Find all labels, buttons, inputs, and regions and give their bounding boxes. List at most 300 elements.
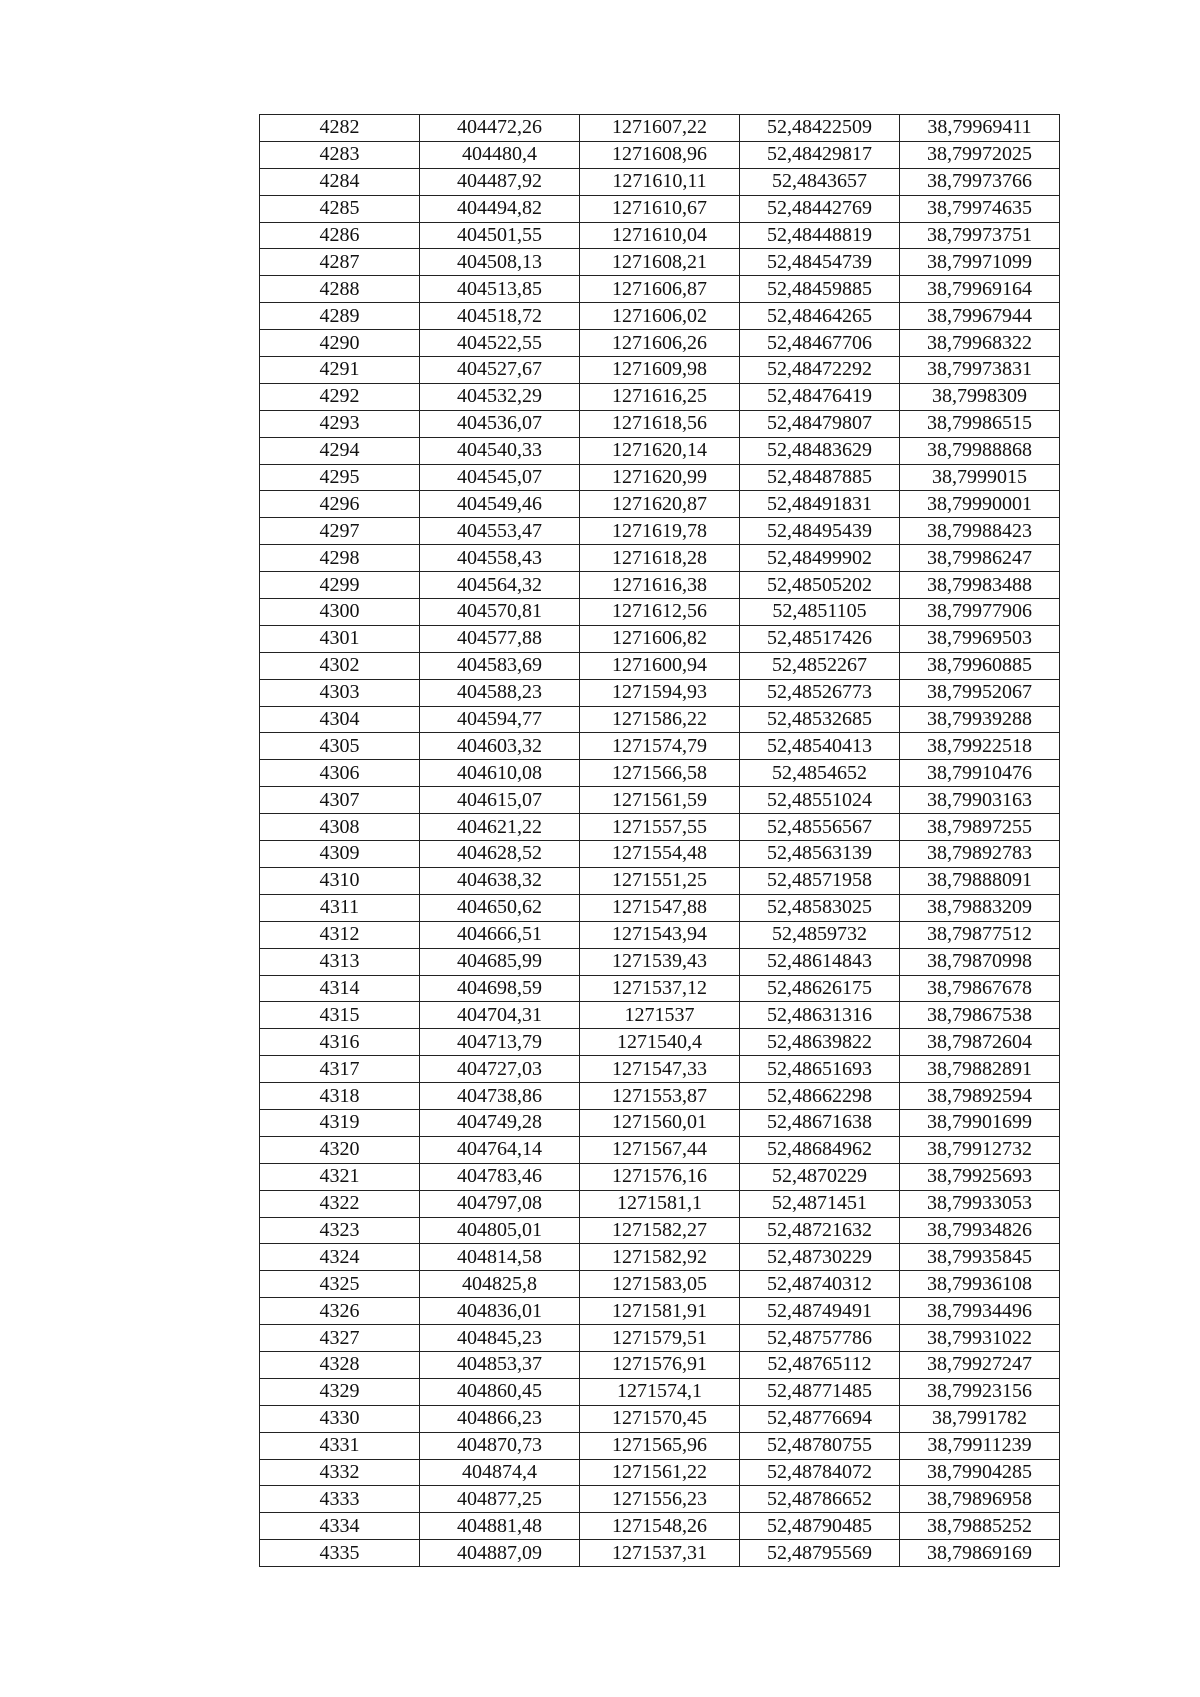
coord-y-cell: 1271610,11 [580, 168, 740, 195]
coord-y-cell: 1271579,51 [580, 1325, 740, 1352]
point-number-cell: 4322 [260, 1190, 420, 1217]
coord-y-cell: 1271600,94 [580, 652, 740, 679]
table-row [260, 1351, 1060, 1378]
coord-y-cell: 1271620,99 [580, 464, 740, 491]
coord-x-cell: 404472,26 [420, 115, 580, 142]
latitude-cell: 52,48639822 [740, 1029, 900, 1056]
latitude-cell: 52,48571958 [740, 867, 900, 894]
table-row [260, 222, 1060, 249]
coord-y-cell: 1271612,56 [580, 599, 740, 626]
coord-x-cell: 404713,79 [420, 1029, 580, 1056]
table-row [260, 652, 1060, 679]
table-row [260, 599, 1060, 626]
coord-x-cell: 404727,03 [420, 1056, 580, 1083]
longitude-cell: 38,79892594 [900, 1083, 1060, 1110]
coord-y-cell: 1271610,67 [580, 195, 740, 222]
longitude-cell: 38,79872604 [900, 1029, 1060, 1056]
coord-x-cell: 404487,92 [420, 168, 580, 195]
coord-x-cell: 404698,59 [420, 975, 580, 1002]
point-number-cell: 4320 [260, 1136, 420, 1163]
coord-y-cell: 1271618,28 [580, 545, 740, 572]
coord-x-cell: 404638,32 [420, 867, 580, 894]
latitude-cell: 52,4854652 [740, 760, 900, 787]
longitude-cell: 38,79974635 [900, 195, 1060, 222]
coord-x-cell: 404501,55 [420, 222, 580, 249]
longitude-cell: 38,79910476 [900, 760, 1060, 787]
longitude-cell: 38,79936108 [900, 1271, 1060, 1298]
coord-x-cell: 404836,01 [420, 1298, 580, 1325]
longitude-cell: 38,79969164 [900, 276, 1060, 303]
point-number-cell: 4295 [260, 464, 420, 491]
coord-y-cell: 1271567,44 [580, 1136, 740, 1163]
point-number-cell: 4316 [260, 1029, 420, 1056]
coord-y-cell: 1271620,87 [580, 491, 740, 518]
point-number-cell: 4327 [260, 1325, 420, 1352]
latitude-cell: 52,48795569 [740, 1540, 900, 1567]
longitude-cell: 38,79968322 [900, 330, 1060, 357]
longitude-cell: 38,79877512 [900, 921, 1060, 948]
latitude-cell: 52,48532685 [740, 706, 900, 733]
longitude-cell: 38,79923156 [900, 1378, 1060, 1405]
latitude-cell: 52,48442769 [740, 195, 900, 222]
point-number-cell: 4286 [260, 222, 420, 249]
longitude-cell: 38,7998309 [900, 383, 1060, 410]
point-number-cell: 4290 [260, 330, 420, 357]
point-number-cell: 4313 [260, 948, 420, 975]
coord-x-cell: 404564,32 [420, 572, 580, 599]
coord-x-cell: 404610,08 [420, 760, 580, 787]
latitude-cell: 52,48483629 [740, 437, 900, 464]
coord-x-cell: 404881,48 [420, 1513, 580, 1540]
table-row [260, 760, 1060, 787]
point-number-cell: 4294 [260, 437, 420, 464]
coord-y-cell: 1271616,38 [580, 572, 740, 599]
table-row [260, 1325, 1060, 1352]
latitude-cell: 52,48684962 [740, 1136, 900, 1163]
latitude-cell: 52,48749491 [740, 1298, 900, 1325]
point-number-cell: 4330 [260, 1405, 420, 1432]
coord-x-cell: 404570,81 [420, 599, 580, 626]
point-number-cell: 4296 [260, 491, 420, 518]
latitude-cell: 52,48422509 [740, 115, 900, 142]
coord-y-cell: 1271616,25 [580, 383, 740, 410]
coord-y-cell: 1271574,1 [580, 1378, 740, 1405]
longitude-cell: 38,79925693 [900, 1163, 1060, 1190]
latitude-cell: 52,48551024 [740, 787, 900, 814]
coord-x-cell: 404545,07 [420, 464, 580, 491]
table-row [260, 276, 1060, 303]
point-number-cell: 4312 [260, 921, 420, 948]
coordinates-table [259, 114, 1060, 1567]
coord-y-cell: 1271574,79 [580, 733, 740, 760]
table-row [260, 491, 1060, 518]
longitude-cell: 38,79972025 [900, 141, 1060, 168]
table-row [260, 437, 1060, 464]
coord-y-cell: 1271608,96 [580, 141, 740, 168]
longitude-cell: 38,79911239 [900, 1432, 1060, 1459]
table-row [260, 572, 1060, 599]
point-number-cell: 4293 [260, 410, 420, 437]
coord-y-cell: 1271607,22 [580, 115, 740, 142]
coord-y-cell: 1271561,22 [580, 1459, 740, 1486]
table-row [260, 410, 1060, 437]
coordinates-table-body [260, 115, 1060, 1567]
coord-x-cell: 404853,37 [420, 1351, 580, 1378]
coord-y-cell: 1271570,45 [580, 1405, 740, 1432]
longitude-cell: 38,79896958 [900, 1486, 1060, 1513]
coord-x-cell: 404887,09 [420, 1540, 580, 1567]
point-number-cell: 4307 [260, 787, 420, 814]
latitude-cell: 52,4871451 [740, 1190, 900, 1217]
longitude-cell: 38,79967944 [900, 303, 1060, 330]
longitude-cell: 38,79933053 [900, 1190, 1060, 1217]
table-row [260, 115, 1060, 142]
longitude-cell: 38,79922518 [900, 733, 1060, 760]
coord-x-cell: 404749,28 [420, 1109, 580, 1136]
point-number-cell: 4334 [260, 1513, 420, 1540]
latitude-cell: 52,48556567 [740, 814, 900, 841]
latitude-cell: 52,48765112 [740, 1351, 900, 1378]
coord-x-cell: 404508,13 [420, 249, 580, 276]
latitude-cell: 52,48517426 [740, 625, 900, 652]
point-number-cell: 4314 [260, 975, 420, 1002]
latitude-cell: 52,48487885 [740, 464, 900, 491]
latitude-cell: 52,48780755 [740, 1432, 900, 1459]
coord-x-cell: 404558,43 [420, 545, 580, 572]
coord-x-cell: 404650,62 [420, 894, 580, 921]
table-row [260, 867, 1060, 894]
coord-x-cell: 404628,52 [420, 841, 580, 868]
point-number-cell: 4303 [260, 679, 420, 706]
point-number-cell: 4306 [260, 760, 420, 787]
table-row [260, 814, 1060, 841]
table-row [260, 464, 1060, 491]
coord-x-cell: 404588,23 [420, 679, 580, 706]
coord-x-cell: 404553,47 [420, 518, 580, 545]
coord-y-cell: 1271557,55 [580, 814, 740, 841]
table-row [260, 1109, 1060, 1136]
coord-x-cell: 404860,45 [420, 1378, 580, 1405]
coord-x-cell: 404866,23 [420, 1405, 580, 1432]
point-number-cell: 4308 [260, 814, 420, 841]
longitude-cell: 38,79885252 [900, 1513, 1060, 1540]
latitude-cell: 52,48662298 [740, 1083, 900, 1110]
longitude-cell: 38,7991782 [900, 1405, 1060, 1432]
coord-x-cell: 404685,99 [420, 948, 580, 975]
longitude-cell: 38,79969503 [900, 625, 1060, 652]
point-number-cell: 4319 [260, 1109, 420, 1136]
latitude-cell: 52,48730229 [740, 1244, 900, 1271]
point-number-cell: 4301 [260, 625, 420, 652]
coord-y-cell: 1271606,02 [580, 303, 740, 330]
coord-x-cell: 404522,55 [420, 330, 580, 357]
latitude-cell: 52,48505202 [740, 572, 900, 599]
coord-x-cell: 404814,58 [420, 1244, 580, 1271]
point-number-cell: 4297 [260, 518, 420, 545]
coord-y-cell: 1271618,56 [580, 410, 740, 437]
coord-y-cell: 1271548,26 [580, 1513, 740, 1540]
longitude-cell: 38,79990001 [900, 491, 1060, 518]
coord-y-cell: 1271581,91 [580, 1298, 740, 1325]
longitude-cell: 38,79897255 [900, 814, 1060, 841]
point-number-cell: 4333 [260, 1486, 420, 1513]
latitude-cell: 52,48757786 [740, 1325, 900, 1352]
point-number-cell: 4321 [260, 1163, 420, 1190]
table-row [260, 706, 1060, 733]
latitude-cell: 52,48499902 [740, 545, 900, 572]
table-row [260, 1163, 1060, 1190]
coord-y-cell: 1271554,48 [580, 841, 740, 868]
coord-y-cell: 1271581,1 [580, 1190, 740, 1217]
point-number-cell: 4332 [260, 1459, 420, 1486]
coord-x-cell: 404480,4 [420, 141, 580, 168]
coord-x-cell: 404805,01 [420, 1217, 580, 1244]
table-row [260, 948, 1060, 975]
coord-y-cell: 1271582,92 [580, 1244, 740, 1271]
coord-y-cell: 1271620,14 [580, 437, 740, 464]
latitude-cell: 52,48429817 [740, 141, 900, 168]
latitude-cell: 52,48776694 [740, 1405, 900, 1432]
latitude-cell: 52,48495439 [740, 518, 900, 545]
latitude-cell: 52,48476419 [740, 383, 900, 410]
longitude-cell: 38,7999015 [900, 464, 1060, 491]
longitude-cell: 38,79973751 [900, 222, 1060, 249]
table-row [260, 841, 1060, 868]
point-number-cell: 4282 [260, 115, 420, 142]
coord-y-cell: 1271537 [580, 1002, 740, 1029]
coord-y-cell: 1271609,98 [580, 357, 740, 384]
coord-x-cell: 404615,07 [420, 787, 580, 814]
table-row [260, 1378, 1060, 1405]
point-number-cell: 4302 [260, 652, 420, 679]
point-number-cell: 4315 [260, 1002, 420, 1029]
coord-y-cell: 1271576,16 [580, 1163, 740, 1190]
point-number-cell: 4328 [260, 1351, 420, 1378]
coord-x-cell: 404549,46 [420, 491, 580, 518]
coord-x-cell: 404797,08 [420, 1190, 580, 1217]
table-row [260, 141, 1060, 168]
longitude-cell: 38,79988423 [900, 518, 1060, 545]
longitude-cell: 38,79883209 [900, 894, 1060, 921]
table-row [260, 1002, 1060, 1029]
longitude-cell: 38,79952067 [900, 679, 1060, 706]
table-row [260, 787, 1060, 814]
longitude-cell: 38,79882891 [900, 1056, 1060, 1083]
longitude-cell: 38,79939288 [900, 706, 1060, 733]
latitude-cell: 52,48459885 [740, 276, 900, 303]
coord-x-cell: 404577,88 [420, 625, 580, 652]
table-row [260, 518, 1060, 545]
table-row [260, 249, 1060, 276]
point-number-cell: 4326 [260, 1298, 420, 1325]
table-row [260, 195, 1060, 222]
table-row [260, 1540, 1060, 1567]
coord-x-cell: 404874,4 [420, 1459, 580, 1486]
table-row [260, 1298, 1060, 1325]
longitude-cell: 38,79904285 [900, 1459, 1060, 1486]
coord-x-cell: 404825,8 [420, 1271, 580, 1298]
longitude-cell: 38,79977906 [900, 599, 1060, 626]
latitude-cell: 52,48464265 [740, 303, 900, 330]
table-row [260, 357, 1060, 384]
coord-y-cell: 1271556,23 [580, 1486, 740, 1513]
latitude-cell: 52,4870229 [740, 1163, 900, 1190]
table-row [260, 975, 1060, 1002]
coord-x-cell: 404666,51 [420, 921, 580, 948]
point-number-cell: 4335 [260, 1540, 420, 1567]
latitude-cell: 52,48479807 [740, 410, 900, 437]
coord-y-cell: 1271537,31 [580, 1540, 740, 1567]
coord-y-cell: 1271553,87 [580, 1083, 740, 1110]
coord-x-cell: 404870,73 [420, 1432, 580, 1459]
point-number-cell: 4292 [260, 383, 420, 410]
point-number-cell: 4329 [260, 1378, 420, 1405]
longitude-cell: 38,79867538 [900, 1002, 1060, 1029]
latitude-cell: 52,4859732 [740, 921, 900, 948]
longitude-cell: 38,79927247 [900, 1351, 1060, 1378]
point-number-cell: 4311 [260, 894, 420, 921]
coord-y-cell: 1271547,33 [580, 1056, 740, 1083]
coord-x-cell: 404704,31 [420, 1002, 580, 1029]
latitude-cell: 52,48454739 [740, 249, 900, 276]
coord-x-cell: 404877,25 [420, 1486, 580, 1513]
coord-y-cell: 1271594,93 [580, 679, 740, 706]
latitude-cell: 52,48472292 [740, 357, 900, 384]
point-number-cell: 4285 [260, 195, 420, 222]
latitude-cell: 52,48491831 [740, 491, 900, 518]
latitude-cell: 52,48631316 [740, 1002, 900, 1029]
table-row [260, 1190, 1060, 1217]
table-row [260, 625, 1060, 652]
coord-x-cell: 404494,82 [420, 195, 580, 222]
point-number-cell: 4298 [260, 545, 420, 572]
table-row [260, 1029, 1060, 1056]
longitude-cell: 38,79931022 [900, 1325, 1060, 1352]
table-row [260, 545, 1060, 572]
point-number-cell: 4324 [260, 1244, 420, 1271]
coord-x-cell: 404532,29 [420, 383, 580, 410]
longitude-cell: 38,79986247 [900, 545, 1060, 572]
latitude-cell: 52,48671638 [740, 1109, 900, 1136]
latitude-cell: 52,48740312 [740, 1271, 900, 1298]
coord-x-cell: 404518,72 [420, 303, 580, 330]
table-row [260, 1271, 1060, 1298]
latitude-cell: 52,48563139 [740, 841, 900, 868]
coord-y-cell: 1271560,01 [580, 1109, 740, 1136]
table-row [260, 168, 1060, 195]
latitude-cell: 52,48651693 [740, 1056, 900, 1083]
latitude-cell: 52,48784072 [740, 1459, 900, 1486]
table-row [260, 1136, 1060, 1163]
longitude-cell: 38,79986515 [900, 410, 1060, 437]
point-number-cell: 4288 [260, 276, 420, 303]
point-number-cell: 4331 [260, 1432, 420, 1459]
longitude-cell: 38,79988868 [900, 437, 1060, 464]
coord-y-cell: 1271566,58 [580, 760, 740, 787]
coord-y-cell: 1271540,4 [580, 1029, 740, 1056]
latitude-cell: 52,48721632 [740, 1217, 900, 1244]
coord-x-cell: 404536,07 [420, 410, 580, 437]
latitude-cell: 52,48614843 [740, 948, 900, 975]
coord-x-cell: 404540,33 [420, 437, 580, 464]
coord-x-cell: 404738,86 [420, 1083, 580, 1110]
table-row [260, 1432, 1060, 1459]
longitude-cell: 38,79870998 [900, 948, 1060, 975]
point-number-cell: 4304 [260, 706, 420, 733]
longitude-cell: 38,79888091 [900, 867, 1060, 894]
coord-y-cell: 1271582,27 [580, 1217, 740, 1244]
coord-x-cell: 404527,67 [420, 357, 580, 384]
longitude-cell: 38,79973831 [900, 357, 1060, 384]
longitude-cell: 38,79901699 [900, 1109, 1060, 1136]
coord-y-cell: 1271606,26 [580, 330, 740, 357]
coord-y-cell: 1271606,87 [580, 276, 740, 303]
coord-x-cell: 404513,85 [420, 276, 580, 303]
longitude-cell: 38,79912732 [900, 1136, 1060, 1163]
latitude-cell: 52,48540413 [740, 733, 900, 760]
table-row [260, 383, 1060, 410]
longitude-cell: 38,79903163 [900, 787, 1060, 814]
coord-y-cell: 1271543,94 [580, 921, 740, 948]
coord-x-cell: 404603,32 [420, 733, 580, 760]
table-row [260, 1459, 1060, 1486]
point-number-cell: 4300 [260, 599, 420, 626]
table-row [260, 1244, 1060, 1271]
coord-y-cell: 1271547,88 [580, 894, 740, 921]
coord-y-cell: 1271586,22 [580, 706, 740, 733]
coord-x-cell: 404621,22 [420, 814, 580, 841]
table-row [260, 894, 1060, 921]
coord-y-cell: 1271576,91 [580, 1351, 740, 1378]
latitude-cell: 52,48626175 [740, 975, 900, 1002]
longitude-cell: 38,79969411 [900, 115, 1060, 142]
point-number-cell: 4305 [260, 733, 420, 760]
longitude-cell: 38,79892783 [900, 841, 1060, 868]
table-row [260, 1405, 1060, 1432]
point-number-cell: 4283 [260, 141, 420, 168]
longitude-cell: 38,79934496 [900, 1298, 1060, 1325]
table-row [260, 330, 1060, 357]
coord-x-cell: 404583,69 [420, 652, 580, 679]
point-number-cell: 4318 [260, 1083, 420, 1110]
latitude-cell: 52,4843657 [740, 168, 900, 195]
longitude-cell: 38,79983488 [900, 572, 1060, 599]
coord-x-cell: 404845,23 [420, 1325, 580, 1352]
longitude-cell: 38,79973766 [900, 168, 1060, 195]
point-number-cell: 4323 [260, 1217, 420, 1244]
point-number-cell: 4291 [260, 357, 420, 384]
latitude-cell: 52,48786652 [740, 1486, 900, 1513]
latitude-cell: 52,4852267 [740, 652, 900, 679]
latitude-cell: 52,48526773 [740, 679, 900, 706]
point-number-cell: 4284 [260, 168, 420, 195]
latitude-cell: 52,48771485 [740, 1378, 900, 1405]
table-row [260, 1056, 1060, 1083]
longitude-cell: 38,79935845 [900, 1244, 1060, 1271]
point-number-cell: 4310 [260, 867, 420, 894]
table-row [260, 1513, 1060, 1540]
coord-x-cell: 404764,14 [420, 1136, 580, 1163]
coord-y-cell: 1271561,59 [580, 787, 740, 814]
table-row [260, 679, 1060, 706]
latitude-cell: 52,48790485 [740, 1513, 900, 1540]
latitude-cell: 52,48448819 [740, 222, 900, 249]
coord-x-cell: 404783,46 [420, 1163, 580, 1190]
longitude-cell: 38,79971099 [900, 249, 1060, 276]
table-row [260, 1486, 1060, 1513]
coord-y-cell: 1271551,25 [580, 867, 740, 894]
latitude-cell: 52,4851105 [740, 599, 900, 626]
